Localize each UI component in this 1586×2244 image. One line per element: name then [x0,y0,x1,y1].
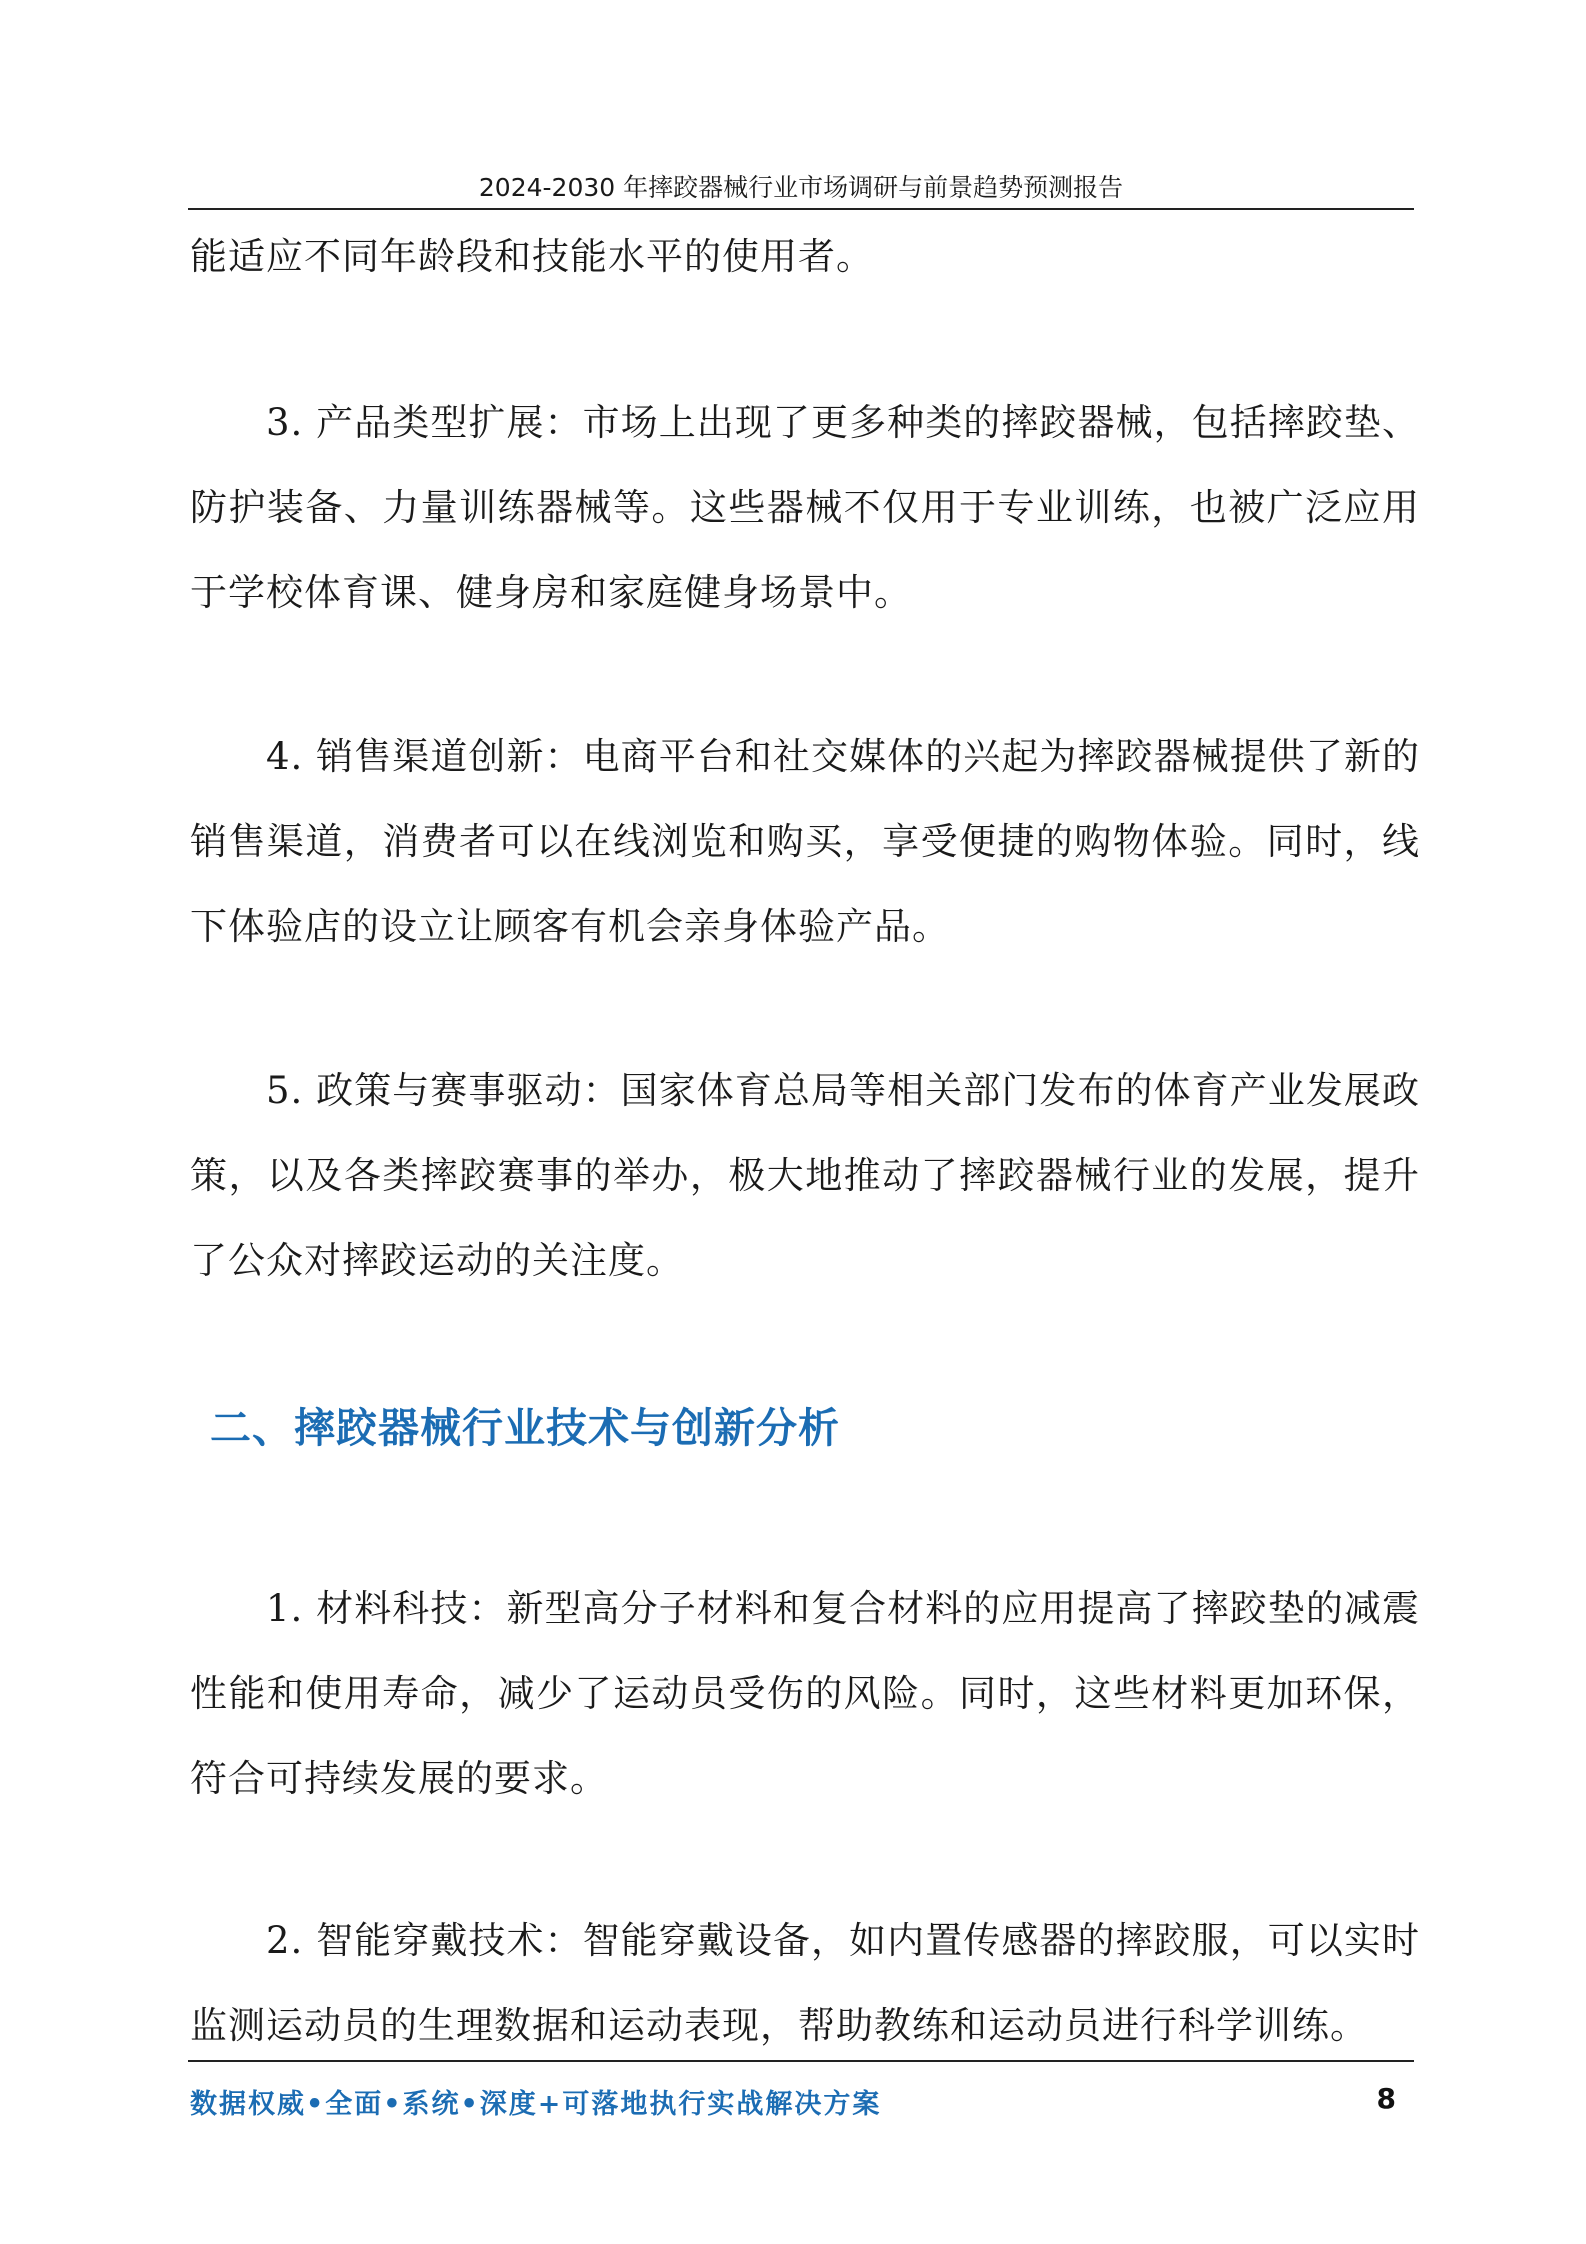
footer-divider [188,2060,1414,2062]
paragraph-policy-events: 5. 政策与赛事驱动：国家体育总局等相关部门发布的体育产业发展政策，以及各类摔跤赛事的举办，极大地推动了摔跤器械行业的发展，提升了公众对摔跤运动的关注度。 [190,1069,1420,1282]
paragraph-continuation: 能适应不同年龄段和技能水平的使用者。 [190,235,874,278]
paragraph-material-tech: 1. 材料科技：新型高分子材料和复合材料的应用提高了摔跤垫的减震性能和使用寿命，减少了运动员受伤的风险。同时，这些材料更加环保，符合可持续发展的要求。 [190,1587,1420,1800]
paragraph-smart-wearables: 2. 智能穿戴技术：智能穿戴设备，如内置传感器的摔跤服，可以实时监测运动员的生理数据和运动表现，帮助教练和运动员进行科学训练。 [190,1919,1420,2047]
paragraph-product-types: 3. 产品类型扩展：市场上出现了更多种类的摔跤器械，包括摔跤垫、防护装备、力量训练器械等。这些器械不仅用于专业训练，也被广泛应用于学校体育课、健身房和家庭健身场景中。 [190,401,1420,614]
footer-slogan: 数据权威•全面•系统•深度+可落地执行实战解决方案 [190,2089,882,2120]
paragraph-sales-channels: 4. 销售渠道创新：电商平台和社交媒体的兴起为摔跤器械提供了新的销售渠道，消费者可以在线浏览和购买，享受便捷的购物体验。同时，线下体验店的设立让顾客有机会亲身体验产品。 [190,735,1420,948]
section-heading: 二、摔跤器械行业技术与创新分析 [210,1404,840,1452]
header-divider [188,208,1414,210]
report-header-title: 2024-2030 年摔跤器械行业市场调研与前景趋势预测报告 [478,173,1124,202]
page-number: 8 [1376,2082,1396,2115]
